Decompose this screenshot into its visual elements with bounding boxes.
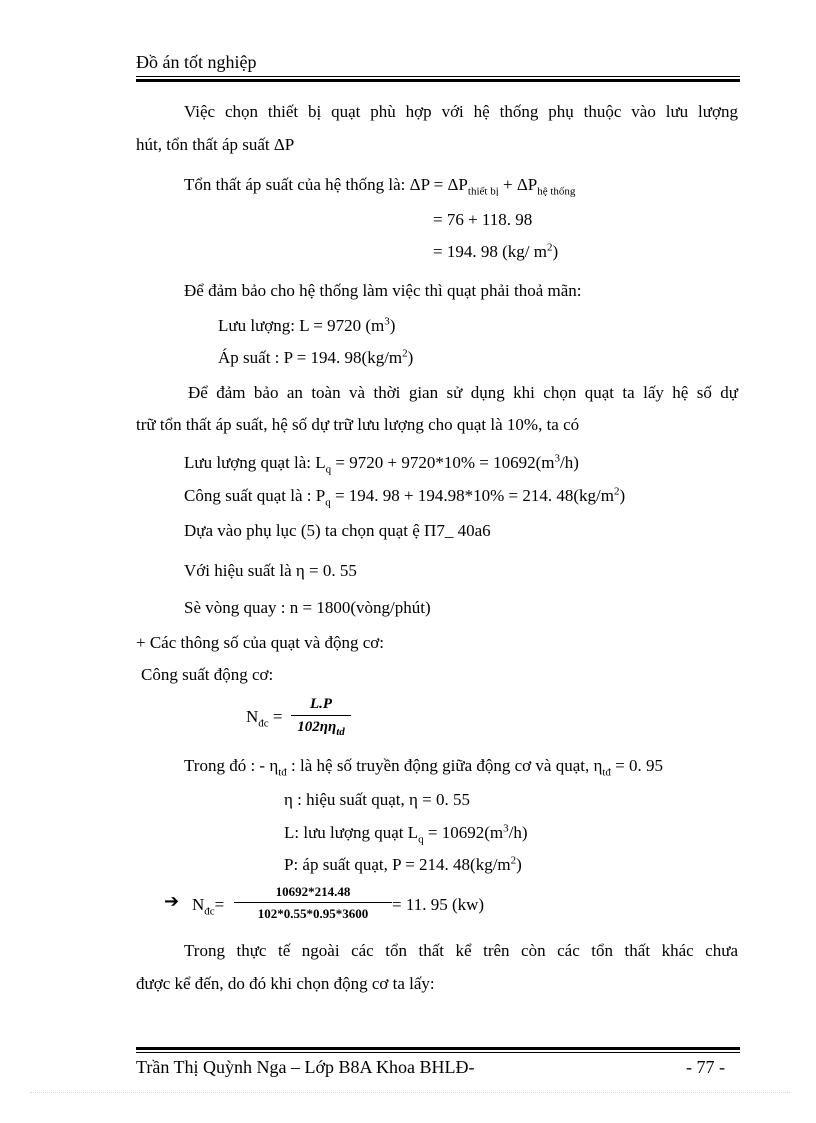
formula-2-numerator: 10692*214.48 [275, 884, 351, 899]
requirement-intro: Để đảm bảo cho hệ thống làm việc thì quạt phải thoả mãn: [184, 281, 582, 300]
footer-rule-thick [136, 1047, 740, 1050]
where-line-3: L: lưu lượng quạt $L_q = 10692(m^3/h)$ [284, 822, 528, 846]
footer-author: Trần Thị Quỳnh Nga – Lớp B8A Khoa BHLĐ- [136, 1057, 475, 1077]
page-bottom-dotted-line [30, 1092, 790, 1093]
where-line-1: Trong đó : - $\eta_{tđ}$ : là hệ số truyền động giữa động cơ và quạt, $\eta_{tđ} = 0$. 95 [184, 756, 664, 779]
pressure-loss-result: = 194. 98 (kg/ $m^2$) [433, 241, 559, 261]
where-line-4: P: áp suất quạt, P = 214. $48(kg/m^2)$ [284, 854, 522, 874]
paragraph-1-line-1: Việc chọn thiết bị quạt phù hợp với hệ thống phụ thuộc vào lưu lượng [184, 102, 738, 121]
paragraph-4-line-2: trữ tổn thất áp suất, hệ số dự trữ lưu lượng cho quạt là 10%, ta có [136, 415, 580, 434]
page-number: - 77 - [686, 1057, 725, 1077]
pressure-loss-step-1: = 76 + 118. 98 [433, 210, 533, 229]
paragraph-5-line-1: Trong thực tế ngoài các tổn thất kể trên còn các tổn thất khác chưa [184, 941, 738, 960]
efficiency-line: Với hiệu suất là η = 0. 55 [184, 561, 357, 580]
fan-selection-line: Dựa vào phụ lục (5) ta chọn quạt ệ Π7_ 40a6 [184, 521, 491, 540]
formula-2-result: = 11. 95 (kw) [392, 895, 485, 914]
header-title: Đồ án tốt nghiệp [136, 52, 257, 72]
fan-pressure-line: Công suất quạt là : $P_q = 194$. 98 + 194.98*10% = 214. $48(kg/m^2)$ [184, 485, 626, 509]
paragraph-4-line-1: Để đảm bảo an toàn và thời gian sử dụng khi chọn quạt ta lấy hệ số dự [188, 383, 738, 402]
fan-flow-line: Lưu lượng quạt là: $L_q = 9720 + 9720*10\% = 10692(m^3/h)$ [184, 452, 579, 476]
header-rule-thick [136, 79, 740, 82]
arrow-right-icon: ➔ [164, 891, 180, 912]
header-rule-thin [136, 76, 740, 77]
formula-1-fraction [291, 696, 351, 736]
requirement-pressure: Áp suất : P = 194. $98(kg/m^2)$ [218, 347, 414, 367]
footer-rule-thin [136, 1052, 740, 1053]
formula-1-numerator: L.P [309, 696, 333, 712]
motor-power-heading: Công suất động cơ: [141, 665, 274, 684]
formula-1-denominator: $102\eta\eta_{td}$ [291, 715, 351, 736]
requirement-flow: Lưu lượng: L = 9720 $(m^3)$ [218, 315, 396, 335]
formula-2-lhs: $N_{đc}=$ [192, 895, 225, 918]
rpm-line: Sè vòng quay : n = 1800(vòng/phút) [184, 598, 431, 617]
where-line-2: η : hiệu suất quạt, η = 0. 55 [284, 790, 471, 809]
paragraph-1-line-2: hút, tổn thất áp suất ΔP [136, 135, 295, 154]
formula-1-lhs: $N_{đc}$ = [246, 707, 283, 730]
pressure-loss-line: Tổn thất áp suất của hệ thống là: $\Delta P = \Delta P_{thiết bị} + \Delta P_{hệ thống}$ [184, 175, 576, 198]
formula-2-denominator: 102*0.55*0.95*3600 [234, 902, 392, 922]
formula-2-fraction [234, 884, 392, 922]
paragraph-5-line-2: được kể đến, do đó khi chọn động cơ ta lấy: [136, 974, 435, 993]
params-heading: + Các thông số của quạt và động cơ: [136, 633, 385, 652]
